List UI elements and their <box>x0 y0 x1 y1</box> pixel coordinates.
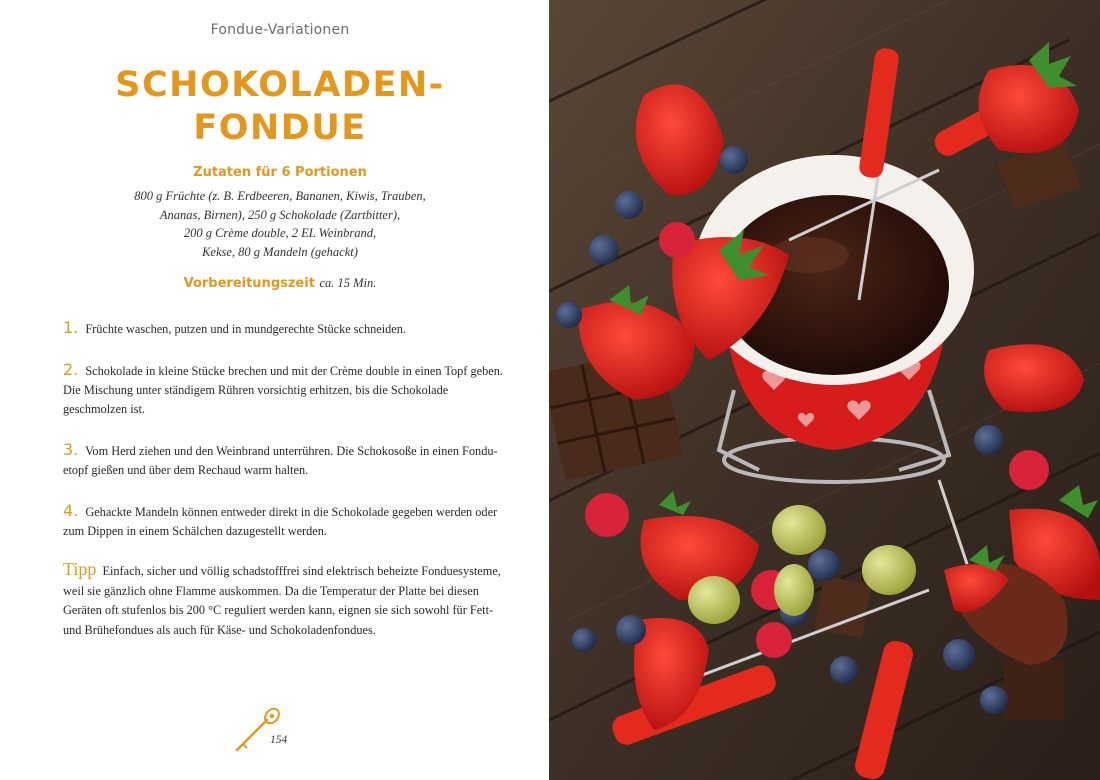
ingredients-line: Ananas, Birnen), 250 g Schokolade (Zartbitter), <box>159 207 401 222</box>
section-label: Fondue-Variationen <box>210 22 350 38</box>
step-text: Schokolade in kleine Stücke brechen und mit der Crème double in einen Topf geben. Die Mischung unter ständigem Rühren vorsichtig erhitzen, bis die Schokolade geschmolzen ist. <box>63 364 503 416</box>
step-text: Vom Herd ziehen und den Weinbrand unterrühren. Die Schokosoße in einen Fonduetopf gießen und über dem Rechaud warm halten. <box>63 444 498 477</box>
prep-time <box>0 276 560 291</box>
ingredients-heading: Zutaten für 6 Portionen <box>193 165 367 180</box>
recipe-title <box>0 64 560 150</box>
step-1 <box>63 318 503 339</box>
step-text: Früchte waschen, putzen und in mundgerechte Stücke schneiden. <box>85 322 406 336</box>
chocolate-fondue-photo <box>549 0 1100 780</box>
tip-label: Tipp <box>63 559 97 579</box>
tip-box <box>63 560 503 640</box>
prep-time-label: Vorbereitungszeit <box>183 276 315 291</box>
step-4 <box>63 501 503 541</box>
step-number: 1. <box>63 318 79 337</box>
photo-illustration <box>549 0 1100 780</box>
recipe-title-line-2: FONDUE <box>193 108 367 148</box>
ingredients-line: 800 g Früchte (z. B. Erdbeeren, Bananen, Kiwis, Trauben, <box>134 189 426 203</box>
step-number: 3. <box>63 440 79 459</box>
ingredients-list <box>100 187 460 261</box>
step-3 <box>63 440 503 480</box>
page-number: 154 <box>270 734 288 746</box>
tip-text: Einfach, sicher und völlig schadstofffrei sind elektrisch beheizte Fonduesysteme, weil sie gänzlich ohne Flamme auskommen. Da die Temperatur der Platte bei diesen Geräten oft stufenlos bis 200 °C reguliert werden kann, eignen sie sich sowohl für Fett- und Brühefondues als auch für Käse- und Schokoladenfondues. <box>63 564 501 637</box>
left-page <box>0 0 549 780</box>
ingredients-line: 200 g Crème double, 2 EL Weinbrand, <box>183 226 377 240</box>
step-number: 2. <box>63 360 79 379</box>
recipe-title-line-1: SCHOKOLADEN- <box>115 65 445 105</box>
step-2 <box>63 360 503 419</box>
fondue-fork-icon <box>233 706 283 754</box>
ingredients-line: Kekse, 80 g Mandeln (gehackt) <box>202 244 358 259</box>
step-number: 4. <box>63 501 79 520</box>
steps-list <box>63 318 503 562</box>
prep-time-value: ca. 15 Min. <box>319 276 377 290</box>
step-text: Gehackte Mandeln können entweder direkt in die Schokolade gegeben werden oder zum Dippen in einem Schälchen dazugestellt werden. <box>63 505 498 538</box>
